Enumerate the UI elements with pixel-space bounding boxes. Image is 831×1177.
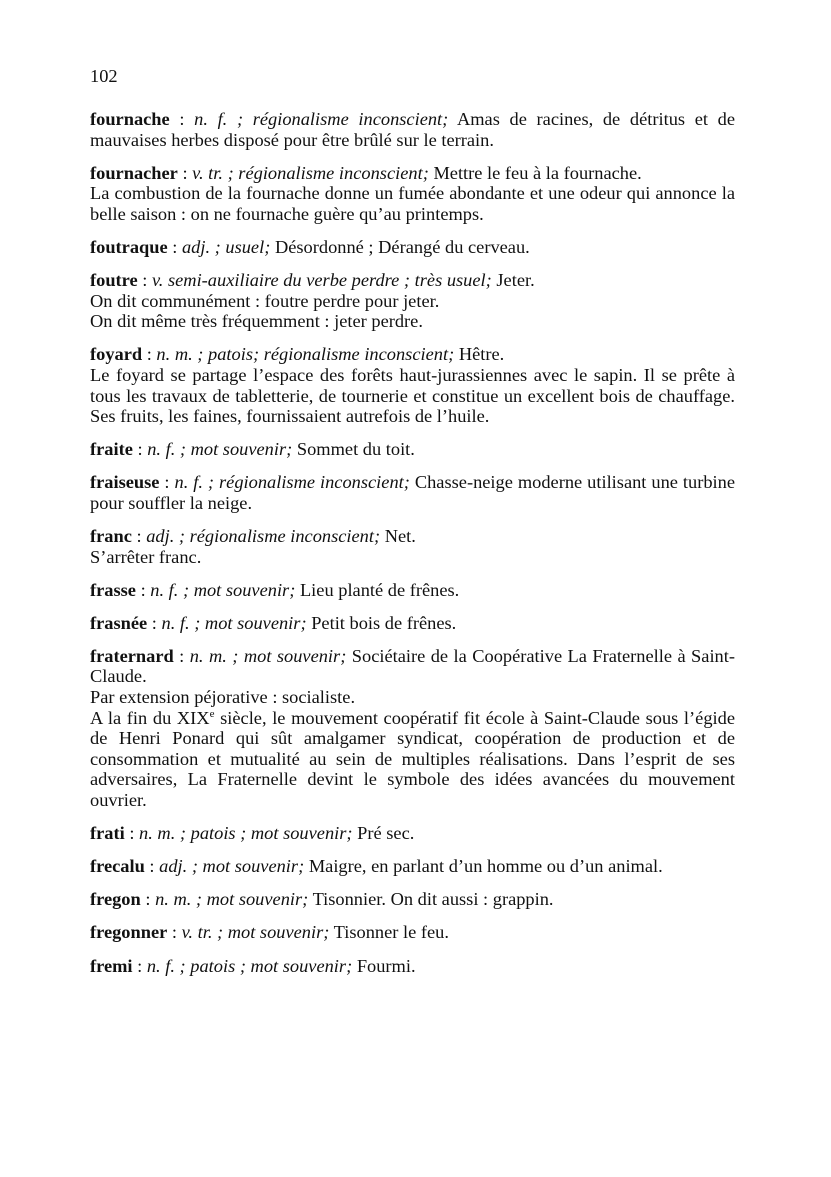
dictionary-entry	[90, 270, 735, 332]
entry-definition: Sociétaire de la Coopérative La Fraternelle à Saint-Claude.	[90, 645, 735, 687]
entry-grammar: n. f. ; régionalisme inconscient;	[194, 109, 449, 129]
dictionary-entry	[90, 580, 735, 601]
dictionary-entry	[90, 472, 735, 513]
entry-headword: fregon	[90, 889, 141, 910]
entry-definition: Fourmi.	[356, 955, 416, 976]
entry-note: Le foyard se partage l’espace des forêts haut-jurassiennes avec le sapin. Il se prête à tous les travaux de tabletterie, de tournerie et constitue un excellent bois de chauffage. Ses fruits, les faines, fournissaient autrefois de l’huile.	[90, 364, 735, 427]
entry-main-line: frasse : n. f. ; mot souvenir; Lieu planté de frênes.	[90, 579, 460, 600]
entry-main-line: fraternard : n. m. ; mot souvenir; Sociétaire de la Coopérative La Fraternelle à Saint-Claude.	[90, 645, 735, 687]
dictionary-entry	[90, 163, 735, 225]
entry-definition: Maigre, en parlant d’un homme ou d’un animal.	[308, 856, 663, 877]
entry-grammar: n. f. ; régionalisme inconscient;	[174, 472, 410, 493]
entry-main-line: fraite : n. f. ; mot souvenir; Sommet du toit.	[90, 439, 415, 460]
entry-main-line: foyard : n. m. ; patois; régionalisme inconscient; Hêtre.	[90, 344, 505, 365]
entry-note: S’arrêter franc.	[90, 546, 202, 567]
entry-definition: Petit bois de frênes.	[311, 612, 457, 633]
dictionary-entry	[90, 889, 735, 910]
entry-grammar: adj. ; usuel;	[181, 236, 271, 257]
entry-headword: franc	[90, 526, 132, 546]
entry-grammar: n. m. ; mot souvenir;	[189, 645, 347, 666]
entry-grammar: n. f. ; mot souvenir;	[150, 579, 296, 600]
entry-definition: Lieu planté de frênes.	[299, 579, 460, 600]
entry-definition: Tisonnier. On dit aussi : grappin.	[312, 889, 554, 910]
entry-main-line: foutraque : adj. ; usuel; Désordonné ; Dérangé du cerveau.	[90, 236, 530, 257]
entry-headword: fraite	[90, 439, 133, 460]
entry-note: On dit communément : foutre perdre pour jeter.	[90, 290, 440, 311]
entry-definition: Hêtre.	[458, 344, 505, 365]
dictionary-entry	[90, 956, 735, 977]
entry-headword: fremi	[90, 955, 133, 976]
entry-headword: frasse	[90, 579, 136, 600]
entry-main-line: frasnée : n. f. ; mot souvenir; Petit bois de frênes.	[90, 612, 457, 633]
entry-definition: Tisonner le feu.	[333, 922, 449, 943]
entry-headword: frecalu	[90, 856, 145, 877]
entry-headword: fraiseuse	[90, 472, 160, 493]
entry-headword: fregonner	[90, 922, 168, 943]
dictionary-entry	[90, 646, 735, 811]
entry-note: Par extension péjorative : socialiste.	[90, 687, 356, 708]
entry-note: La combustion de la fournache donne un fumée abondante et une odeur qui annonce la belle saison : on ne fournache guère qu’au printemps.	[90, 183, 735, 224]
entry-definition: Pré sec.	[357, 823, 415, 844]
entry-grammar: v. tr. ; régionalisme inconscient;	[192, 162, 429, 183]
entry-definition: Jeter.	[496, 270, 535, 291]
entry-main-line: fournacher : v. tr. ; régionalisme inconscient; Mettre le feu à la fournache.	[90, 162, 642, 183]
entry-headword: fournacher	[90, 162, 178, 183]
entry-headword: fournache	[90, 109, 170, 129]
dictionary-entry	[90, 109, 735, 150]
dictionary-entry	[90, 344, 735, 426]
page-number: 102	[90, 66, 118, 86]
entry-grammar: n. m. ; patois ; mot souvenir;	[139, 823, 353, 844]
entry-list	[90, 109, 735, 989]
entry-grammar: adj. ; régionalisme inconscient;	[146, 526, 381, 546]
entry-headword: fraternard	[90, 645, 174, 666]
entry-main-line: fournache : n. f. ; régionalisme inconscient; Amas de racines, de détritus et de mauvaises herbes disposé pour être brûlé sur le terrain.	[90, 109, 735, 150]
entry-note: On dit même très fréquemment : jeter perdre.	[90, 311, 423, 332]
entry-main-line: frati : n. m. ; patois ; mot souvenir; Pré sec.	[90, 823, 415, 844]
entry-grammar: n. f. ; mot souvenir;	[161, 612, 307, 633]
entry-definition: Net.	[384, 526, 416, 546]
entry-definition: Sommet du toit.	[296, 439, 415, 460]
entry-headword: foyard	[90, 344, 143, 365]
dictionary-entry	[90, 526, 735, 567]
entry-headword: foutre	[90, 270, 138, 291]
entry-main-line: fraiseuse : n. f. ; régionalisme inconscient; Chasse-neige moderne utilisant une turbine pour souffler la neige.	[90, 472, 735, 513]
dictionary-entry	[90, 439, 735, 460]
entry-headword: frati	[90, 823, 125, 844]
entry-main-line: fremi : n. f. ; patois ; mot souvenir; Fourmi.	[90, 955, 416, 976]
entry-headword: frasnée	[90, 612, 148, 633]
entry-definition: Amas de racines, de détritus et de mauvaises herbes disposé pour être brûlé sur le terrain.	[90, 109, 735, 150]
entry-main-line: franc : adj. ; régionalisme inconscient; Net.	[90, 526, 416, 546]
dictionary-entry	[90, 823, 735, 844]
entry-main-line: foutre : v. semi-auxiliaire du verbe perdre ; très usuel; Jeter.	[90, 270, 535, 291]
entry-definition: Désordonné ; Dérangé du cerveau.	[274, 236, 530, 257]
entry-main-line: fregon : n. m. ; mot souvenir; Tisonnier. On dit aussi : grappin.	[90, 889, 554, 910]
entry-grammar: n. m. ; mot souvenir;	[155, 889, 309, 910]
entry-note: A la fin du XIXe siècle, le mouvement coopératif fit école à Saint-Claude sous l’égide de Henri Ponard qui sût amalgamer syndicat, coopération de production et de consommation et mutualité au sein de multiples réalisations. Dans l’esprit de ses adversaires, La Fraternelle devint le symbole des idées avancées du mouvement ouvrier.	[90, 707, 735, 811]
dictionary-entry	[90, 237, 735, 258]
entry-headword: foutraque	[90, 236, 168, 257]
entry-definition: Mettre le feu à la fournache.	[433, 162, 642, 183]
entry-grammar: v. semi-auxiliaire du verbe perdre ; très usuel;	[151, 270, 492, 291]
entry-main-line: fregonner : v. tr. ; mot souvenir; Tisonner le feu.	[90, 922, 449, 943]
dictionary-entry	[90, 922, 735, 943]
entry-grammar: n. f. ; mot souvenir;	[147, 439, 293, 460]
entry-grammar: v. tr. ; mot souvenir;	[181, 922, 330, 943]
dictionary-entry	[90, 613, 735, 634]
entry-grammar: n. m. ; patois; régionalisme inconscient;	[156, 344, 455, 365]
entry-grammar: adj. ; mot souvenir;	[159, 856, 305, 877]
entry-grammar: n. f. ; patois ; mot souvenir;	[146, 955, 353, 976]
entry-definition: Chasse-neige moderne utilisant une turbine pour souffler la neige.	[90, 472, 735, 513]
dictionary-entry	[90, 856, 735, 877]
entry-main-line: frecalu : adj. ; mot souvenir; Maigre, en parlant d’un homme ou d’un animal.	[90, 856, 663, 877]
